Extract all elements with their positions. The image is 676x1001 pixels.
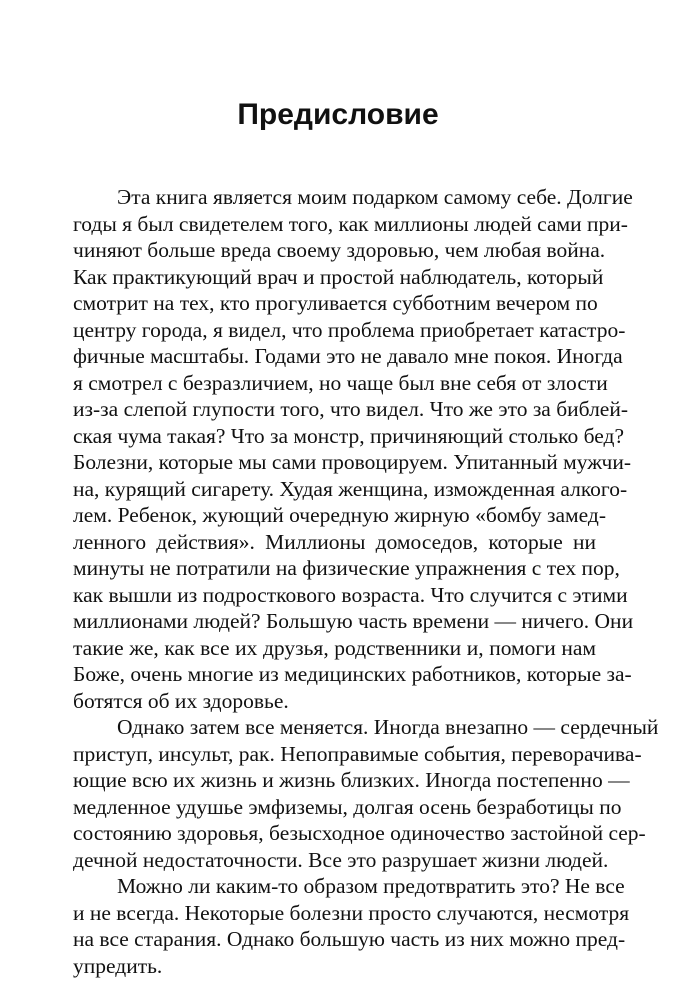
text-line: из-за слепой глупости того, что видел. Что же это за библей- [73,397,629,421]
paragraph [73,873,630,979]
page-title: Предисловие [237,98,439,131]
text-line: состоянию здоровья, безысходное одиночество застойной сер- [73,821,646,845]
text-line: Эта книга является моим подарком самому себе. Долгие [117,185,633,209]
text-line: приступ, инсульт, рак. Непоправимые события, переворачива- [73,741,642,766]
paragraph [73,714,659,873]
text-line: лем. Ребенок, жующий очередную жирную «бомбу замед- [73,503,606,527]
text-line: ская чума такая? Что за монстр, причиняющий столько бед? [73,423,624,448]
text-line: ленного действия». Миллионы домоседов, которые ни [73,529,596,554]
text-line: миллионами людей? Большую часть времени — ничего. Они [73,609,634,633]
text-line: ющие всю их жизнь и жизнь близких. Иногда постепенно — [73,768,630,792]
text-line: Однако затем все меняется. Иногда внезапно — сердечный [117,715,659,739]
text-line: Боже, очень многие из медицинских работников, которые за- [73,662,632,686]
body-text [73,184,659,979]
text-line: и не всегда. Некоторые болезни просто случаются, несмотря [73,900,630,925]
text-line: упредить. [73,953,163,978]
text-line: Можно ли каким-то образом предотвратить это? Не все [117,874,625,898]
text-line: на, курящий сигарету. Худая женщина, изможденная алкого- [73,476,628,501]
text-line: на все старания. Однако большую часть из них можно пред- [73,927,626,951]
text-line: дечной недостаточности. Все это разрушает жизни людей. [73,847,609,872]
text-line: смотрит на тех, кто прогуливается субботним вечером по [73,291,598,315]
text-line: медленное удушье эмфиземы, долгая осень безработицы по [73,794,622,819]
text-line: как вышли из подросткового возраста. Что случится с этими [73,582,628,607]
text-line: такие же, как все их друзья, родственники и, помоги нам [73,635,596,660]
text-line: чиняют больше вреда своему здоровью, чем любая война. [73,238,606,262]
text-line: годы я был свидетелем того, как миллионы людей сами при- [73,211,628,236]
text-line: минуты не потратили на физические упражнения с тех пор, [73,556,620,580]
text-line: я смотрел с безразличием, но чаще был вне себя от злости [73,370,608,395]
text-line: Как практикующий врач и простой наблюдатель, который [73,264,604,289]
text-line: фичные масштабы. Годами это не давало мне покоя. Иногда [73,344,623,368]
paragraph [73,184,634,714]
text-line: центру города, я видел, что проблема приобретает катастро- [73,317,626,342]
text-line: Болезни, которые мы сами провоцируем. Упитанный мужчи- [73,450,632,474]
text-line: ботятся об их здоровье. [73,688,289,713]
